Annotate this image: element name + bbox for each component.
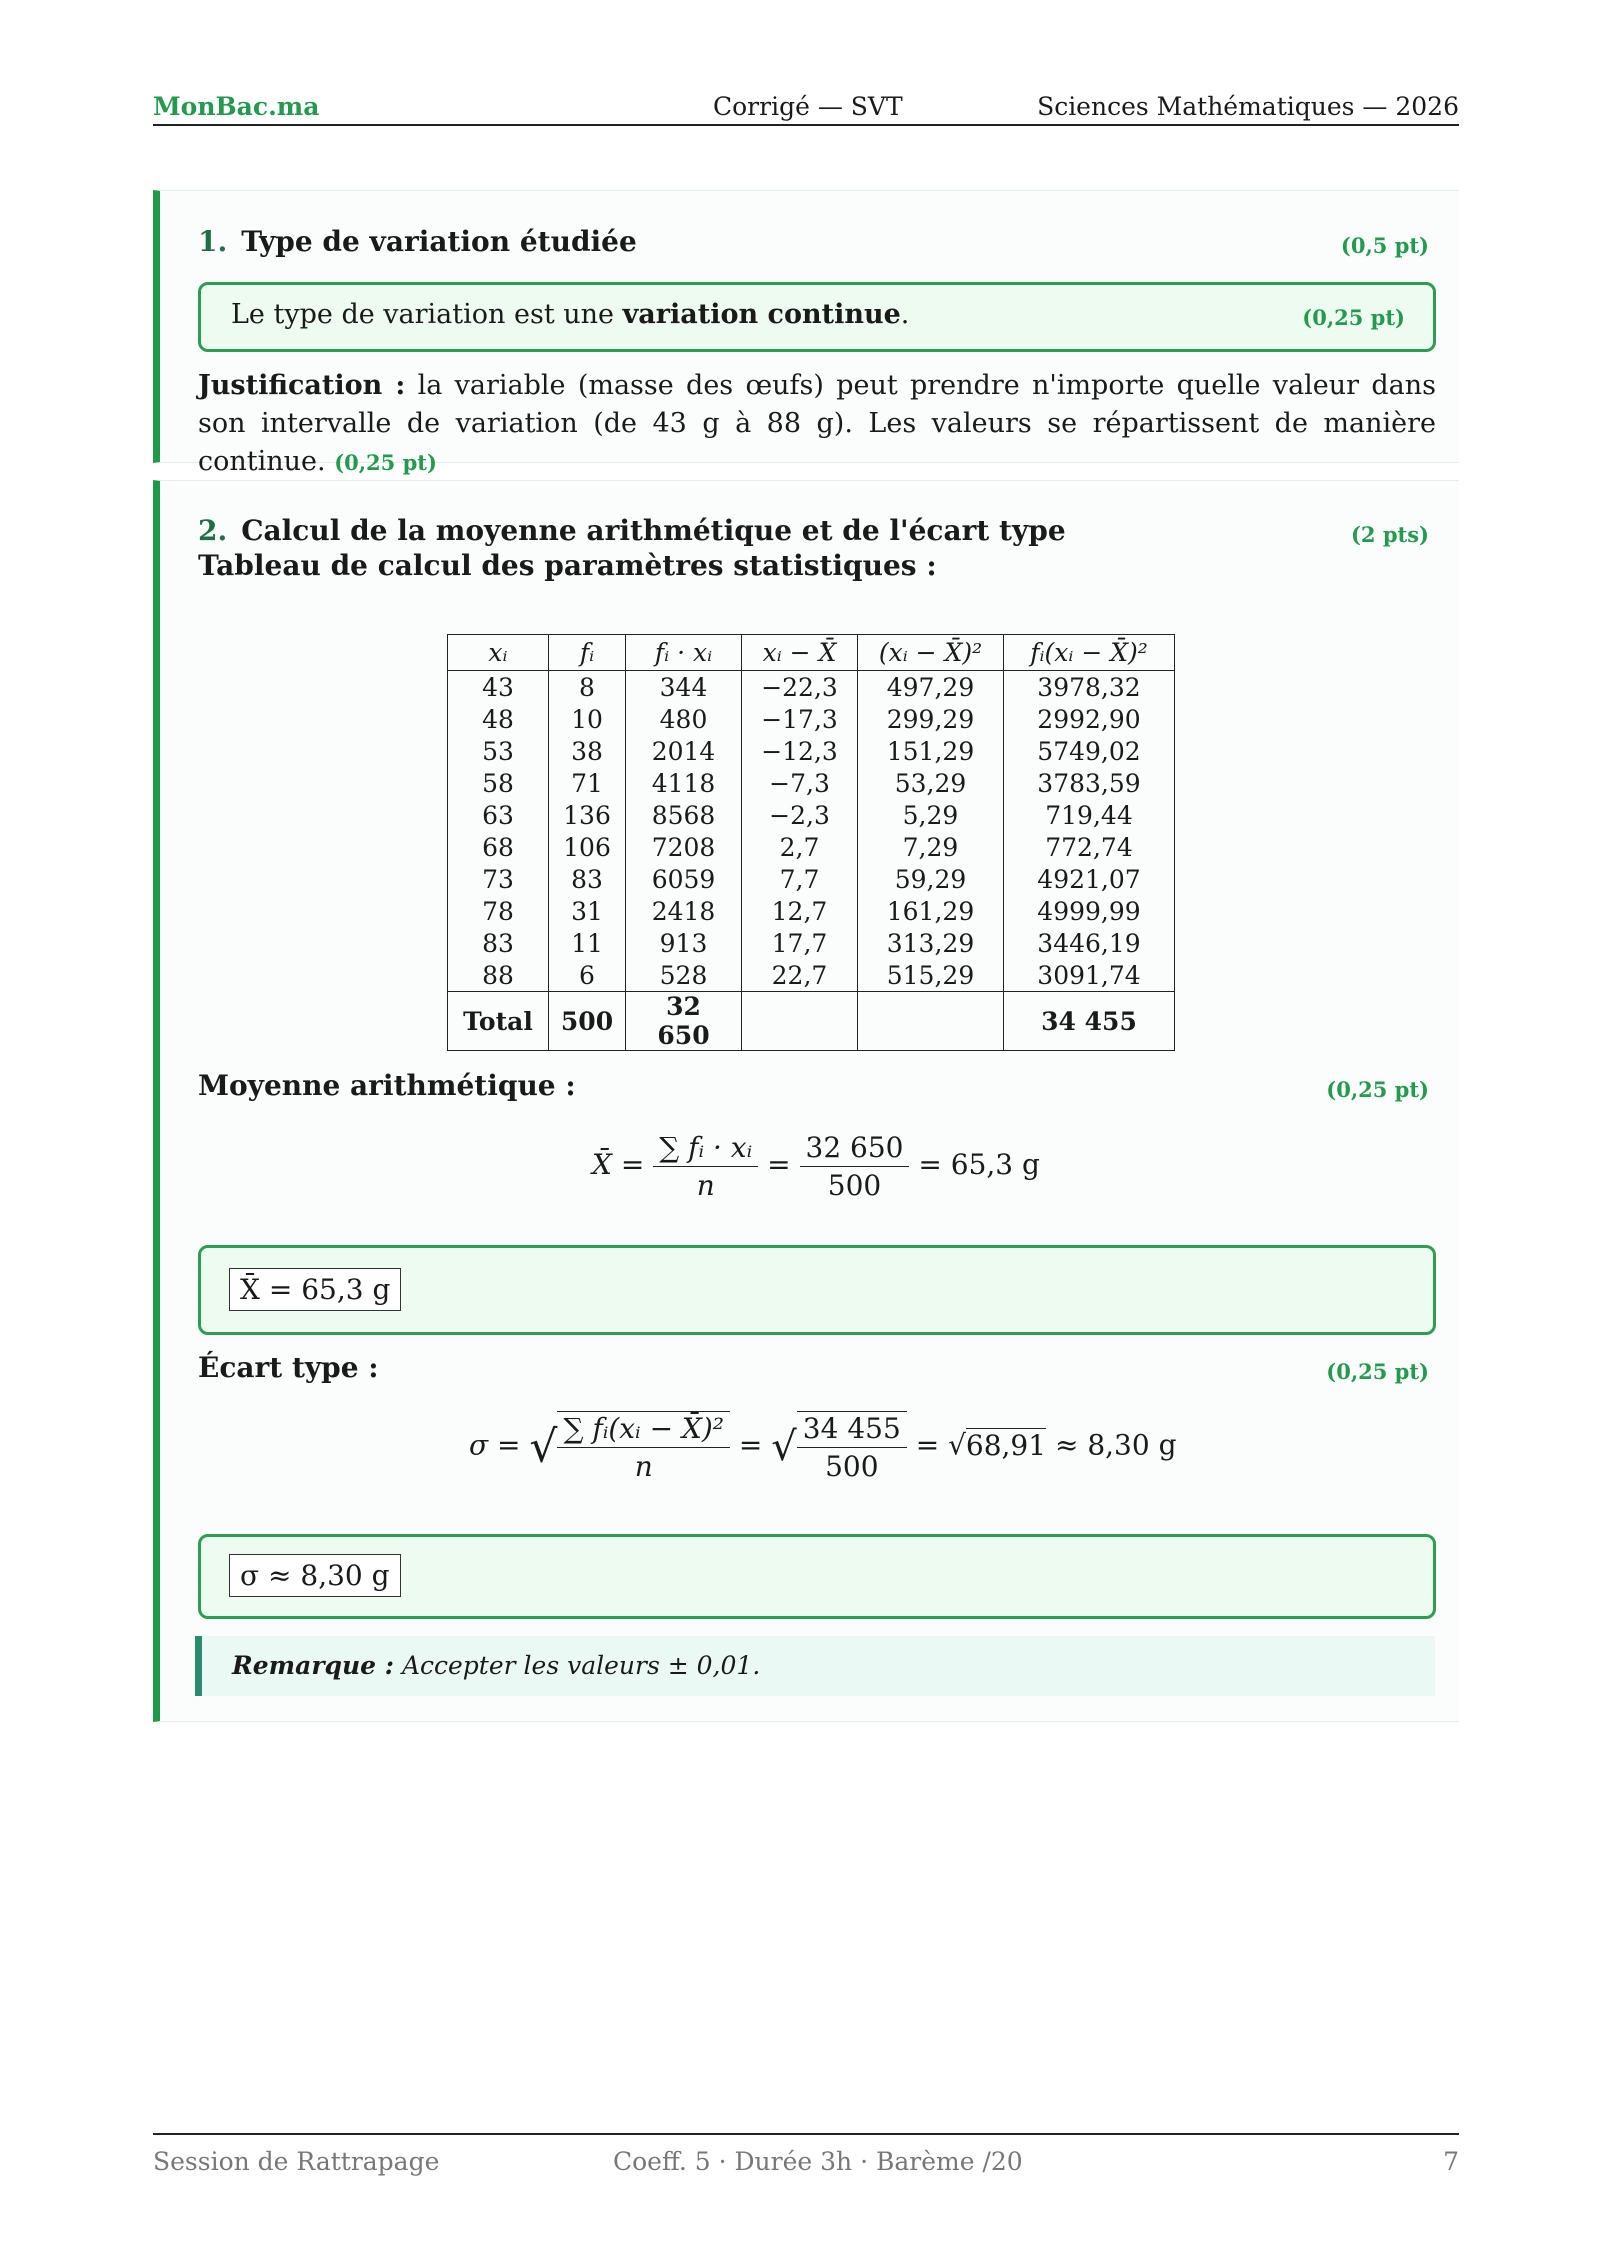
- table-row: [448, 895, 1175, 927]
- std-result-box: [198, 1534, 1436, 1619]
- table-total-cell: 500: [549, 992, 626, 1051]
- table-row: [448, 703, 1175, 735]
- answer-box-variation: [198, 282, 1436, 352]
- remark-note: [195, 1636, 1435, 1696]
- footer-session: Session de Rattrapage: [153, 2147, 440, 2176]
- question-1-title: [198, 225, 637, 258]
- table-cell: 2,7: [742, 831, 858, 863]
- table-cell: 3978,32: [1004, 671, 1175, 704]
- sqrt-icon: √: [529, 1421, 558, 1473]
- table-cell: 4999,99: [1004, 895, 1175, 927]
- table-cell: 78: [448, 895, 549, 927]
- std-sqrt-value: 68,91: [965, 1428, 1047, 1462]
- page-footer: [153, 2133, 1459, 2176]
- table-cell: 2418: [626, 895, 742, 927]
- table-cell: 5,29: [858, 799, 1004, 831]
- table-cell: 12,7: [742, 895, 858, 927]
- table-cell: 88: [448, 959, 549, 992]
- question-1-section: [153, 190, 1459, 477]
- std-formula: [469, 1411, 1177, 1483]
- mean-fraction-1: [653, 1131, 758, 1202]
- question-2-number: 2.: [198, 514, 228, 547]
- table-cell: −12,3: [742, 735, 858, 767]
- col-header: fᵢ: [549, 635, 626, 671]
- table-cell: 53: [448, 735, 549, 767]
- mean-den-2: 500: [827, 1169, 882, 1202]
- table-cell: 344: [626, 671, 742, 704]
- table-cell: 48: [448, 703, 549, 735]
- table-cell: 6: [549, 959, 626, 992]
- brand-name: MonBac.ma: [153, 92, 320, 121]
- std-den-2: 500: [825, 1450, 879, 1483]
- table-cell: 11: [549, 927, 626, 959]
- table-total-cell: 32 650: [626, 992, 742, 1051]
- header-series: Sciences Mathématiques — 2026: [1037, 92, 1459, 121]
- table-row: [448, 863, 1175, 895]
- question-1-title-text: Type de variation étudiée: [241, 225, 637, 258]
- table-cell: 63: [448, 799, 549, 831]
- table-cell: 53,29: [858, 767, 1004, 799]
- table-row: [448, 735, 1175, 767]
- table-cell: 59,29: [858, 863, 1004, 895]
- table-cell: 31: [549, 895, 626, 927]
- page-header: [153, 88, 1459, 126]
- question-2-title-text: Calcul de la moyenne arithmétique et de l'écart type: [241, 514, 1066, 547]
- answer-text: [231, 299, 909, 330]
- mean-label: Moyenne arithmétique :: [198, 1069, 576, 1102]
- statistics-table: [447, 634, 1175, 1051]
- mean-result-box: [198, 1245, 1436, 1335]
- answer-suffix: .: [900, 299, 910, 330]
- table-cell: 7,29: [858, 831, 1004, 863]
- justification-text: la variable (masse des œufs) peut prendre n'importe quelle valeur dans son intervalle de variation (de 43 g à 88 g). Les valeurs se répartissent de manière continue.: [198, 370, 1436, 477]
- table-total-cell: 34 455: [1004, 992, 1175, 1051]
- col-header: xᵢ − X̄: [742, 635, 858, 671]
- col-header: fᵢ(xᵢ − X̄)²: [1004, 635, 1175, 671]
- table-row: [448, 927, 1175, 959]
- std-lhs: σ =: [469, 1428, 521, 1462]
- table-cell: 5749,02: [1004, 735, 1175, 767]
- mean-result: = 65,3 g: [918, 1148, 1040, 1181]
- footer-info: Coeff. 5 · Durée 3h · Barème /20: [613, 2147, 1023, 2176]
- answer-bold: variation continue: [622, 299, 901, 330]
- std-num-1: ∑ fᵢ(xᵢ − X̄)²: [557, 1412, 730, 1448]
- table-cell: 2014: [626, 735, 742, 767]
- std-label: Écart type :: [198, 1351, 379, 1384]
- sqrt-icon: √: [948, 1428, 966, 1462]
- justification-paragraph: [198, 367, 1436, 482]
- std-eq: =: [738, 1428, 763, 1462]
- table-cell: 6059: [626, 863, 742, 895]
- mean-formula: [592, 1131, 1040, 1202]
- mean-num-1: ∑ fᵢ · xᵢ: [653, 1131, 758, 1167]
- mean-points: (0,25 pt): [1326, 1077, 1429, 1102]
- mean-result-boxed: X̄ = 65,3 g: [229, 1268, 401, 1311]
- table-cell: −17,3: [742, 703, 858, 735]
- std-den-1: n: [634, 1450, 653, 1483]
- std-result: ≈ 8,30 g: [1054, 1428, 1177, 1462]
- table-cell: 313,29: [858, 927, 1004, 959]
- mean-den-1: n: [696, 1169, 715, 1202]
- justification-points: (0,25 pt): [334, 450, 437, 475]
- page-number: 7: [1443, 2147, 1459, 2176]
- std-fraction-2: [797, 1411, 907, 1483]
- mean-lhs: X̄ =: [592, 1148, 645, 1181]
- table-total-cell: Total: [448, 992, 549, 1051]
- header-subject: Corrigé — SVT: [713, 92, 903, 121]
- table-cell: 4118: [626, 767, 742, 799]
- table-cell: 71: [549, 767, 626, 799]
- table-header-row: [448, 635, 1175, 671]
- mean-fraction-2: [800, 1131, 910, 1202]
- table-cell: 136: [549, 799, 626, 831]
- table-cell: 528: [626, 959, 742, 992]
- col-header: fᵢ · xᵢ: [626, 635, 742, 671]
- std-fraction-1: [557, 1411, 730, 1483]
- std-mid-eq: =: [915, 1428, 940, 1462]
- table-cell: 8568: [626, 799, 742, 831]
- mean-eq: =: [767, 1148, 791, 1181]
- table-cell: 161,29: [858, 895, 1004, 927]
- remark-label: Remarque :: [232, 1651, 394, 1680]
- table-total-cell: [742, 992, 858, 1051]
- table-row: [448, 767, 1175, 799]
- table-cell: 2992,90: [1004, 703, 1175, 735]
- table-cell: 73: [448, 863, 549, 895]
- table-cell: 38: [549, 735, 626, 767]
- table-cell: −22,3: [742, 671, 858, 704]
- table-body: [448, 671, 1175, 1051]
- table-cell: 8: [549, 671, 626, 704]
- table-cell: 480: [626, 703, 742, 735]
- table-cell: 68: [448, 831, 549, 863]
- table-total-row: [448, 992, 1175, 1051]
- table-cell: 299,29: [858, 703, 1004, 735]
- table-cell: 17,7: [742, 927, 858, 959]
- table-cell: 43: [448, 671, 549, 704]
- table-cell: 4921,07: [1004, 863, 1175, 895]
- remark-text: Accepter les valeurs ± 0,01.: [394, 1651, 761, 1680]
- answer-points: (0,25 pt): [1302, 305, 1405, 330]
- table-cell: 3783,59: [1004, 767, 1175, 799]
- table-cell: 913: [626, 927, 742, 959]
- std-num-2: 34 455: [797, 1412, 907, 1448]
- table-cell: 772,74: [1004, 831, 1175, 863]
- table-cell: 83: [448, 927, 549, 959]
- table-cell: 22,7: [742, 959, 858, 992]
- table-cell: 719,44: [1004, 799, 1175, 831]
- table-cell: 497,29: [858, 671, 1004, 704]
- sqrt-icon: √: [771, 1424, 797, 1470]
- justification-label: Justification :: [198, 370, 406, 401]
- table-row: [448, 831, 1175, 863]
- std-points: (0,25 pt): [1326, 1359, 1429, 1384]
- table-cell: 3446,19: [1004, 927, 1175, 959]
- table-cell: 106: [549, 831, 626, 863]
- table-row: [448, 671, 1175, 704]
- table-total-cell: [858, 992, 1004, 1051]
- table-cell: 10: [549, 703, 626, 735]
- table-cell: 7208: [626, 831, 742, 863]
- table-cell: 58: [448, 767, 549, 799]
- std-result-boxed: σ ≈ 8,30 g: [229, 1554, 401, 1597]
- mean-num-2: 32 650: [800, 1131, 910, 1167]
- table-cell: 83: [549, 863, 626, 895]
- table-cell: 7,7: [742, 863, 858, 895]
- question-2-points: (2 pts): [1350, 522, 1429, 547]
- table-cell: −2,3: [742, 799, 858, 831]
- question-1-number: 1.: [198, 225, 228, 258]
- question-1-points: (0,5 pt): [1340, 233, 1429, 258]
- table-cell: −7,3: [742, 767, 858, 799]
- question-2-title: [198, 514, 1066, 547]
- table-cell: 515,29: [858, 959, 1004, 992]
- table-cell: 3091,74: [1004, 959, 1175, 992]
- question-2-section: [153, 480, 1459, 1722]
- col-header: xᵢ: [448, 635, 549, 671]
- table-subtitle: Tableau de calcul des paramètres statistiques :: [198, 549, 937, 582]
- table-cell: 151,29: [858, 735, 1004, 767]
- table-row: [448, 799, 1175, 831]
- col-header: (xᵢ − X̄)²: [858, 635, 1004, 671]
- answer-prefix: Le type de variation est une: [231, 299, 623, 330]
- table-row: [448, 959, 1175, 992]
